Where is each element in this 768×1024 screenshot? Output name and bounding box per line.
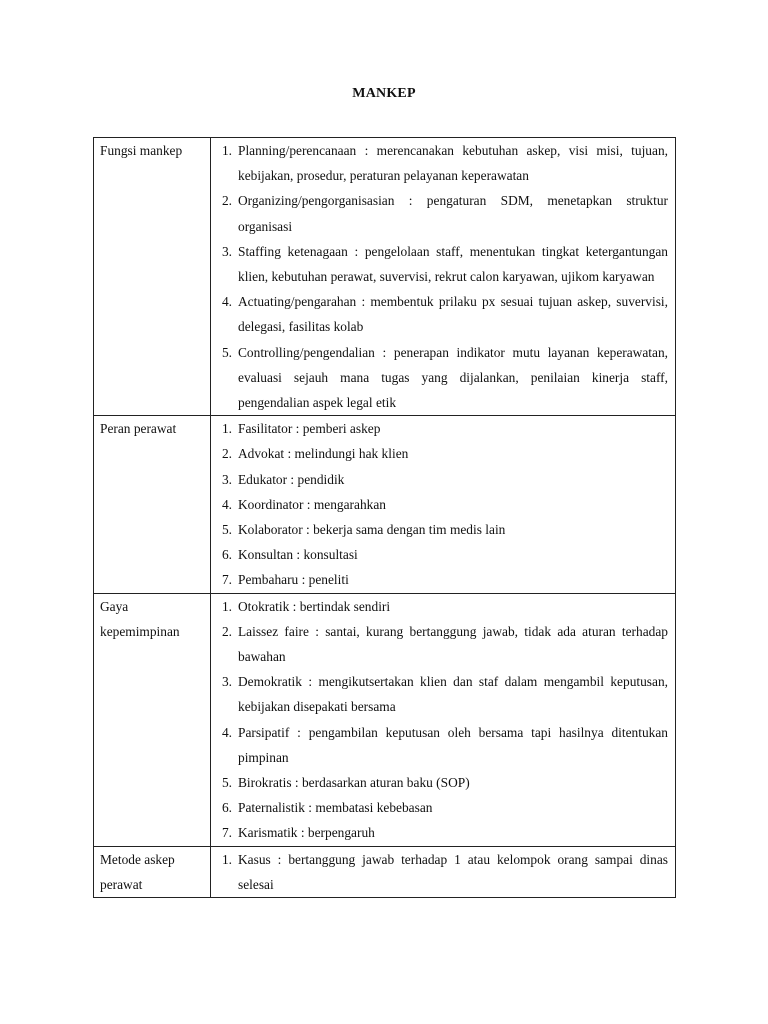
- item-text: Controlling/pengendalian : penerapan indikator mutu layanan keperawatan, evaluasi sejauh mana tugas yang dijalankan, penilaian kinerja staff, pengendalian aspek legal etik: [238, 344, 668, 411]
- item-text: Kolaborator : bekerja sama dengan tim medis lain: [238, 522, 506, 538]
- item-number: 7.: [221, 825, 232, 841]
- list-item: [211, 820, 668, 845]
- list-item: [211, 669, 668, 719]
- row-content: [211, 846, 676, 897]
- item-text: Advokat : melindungi hak klien: [238, 446, 409, 462]
- row-content: [211, 138, 676, 416]
- mankep-table: [93, 137, 676, 898]
- list-item: [211, 720, 668, 770]
- item-list: [211, 416, 668, 592]
- item-text: Pembaharu : peneliti: [238, 572, 349, 588]
- item-text: Konsultan : konsultasi: [238, 547, 358, 563]
- item-list: [211, 138, 668, 415]
- item-text: Birokratis : berdasarkan aturan baku (SOP): [238, 775, 470, 791]
- item-number: 4.: [221, 724, 232, 740]
- item-number: 7.: [221, 572, 232, 588]
- item-text: Laissez faire : santai, kurang bertanggung jawab, tidak ada aturan terhadap bawahan: [238, 623, 668, 665]
- list-item: [211, 542, 668, 567]
- row-content: [211, 416, 676, 593]
- list-item: [211, 567, 668, 592]
- item-number: 4.: [221, 496, 232, 512]
- item-text: Actuating/pengarahan : membentuk prilaku px sesuai tujuan askep, suvervisi, delegasi, fasilitas kolab: [238, 294, 668, 335]
- item-number: 1.: [221, 143, 232, 158]
- item-number: 2.: [221, 446, 232, 462]
- table-row: [94, 846, 676, 897]
- item-text: Planning/perencanaan : merencanakan kebutuhan askep, visi misi, tujuan, kebijakan, prosedur, peraturan pelayanan keperawatan: [238, 143, 668, 184]
- item-number: 1.: [221, 598, 232, 614]
- item-text: Edukator : pendidik: [238, 471, 345, 487]
- list-item: [211, 441, 668, 466]
- item-number: 6.: [221, 800, 232, 816]
- list-item: [211, 138, 668, 188]
- list-item: [211, 239, 668, 289]
- item-number: 3.: [221, 674, 232, 690]
- item-number: 2.: [221, 623, 232, 639]
- list-item: [211, 847, 668, 897]
- list-item: [211, 340, 668, 416]
- list-item: [211, 188, 668, 238]
- item-text: Organizing/pengorganisasian : pengaturan SDM, menetapkan struktur organisasi: [238, 193, 668, 234]
- table-row: [94, 138, 676, 416]
- list-item: [211, 517, 668, 542]
- item-text: Parsipatif : pengambilan keputusan oleh bersama tapi hasilnya ditentukan pimpinan: [238, 724, 668, 765]
- table-row: [94, 416, 676, 593]
- list-item: [211, 289, 668, 339]
- item-number: 3.: [221, 471, 232, 487]
- list-item: [211, 467, 668, 492]
- item-number: 1.: [221, 851, 232, 867]
- item-number: 5.: [221, 775, 232, 791]
- item-text: Fasilitator : pemberi askep: [238, 421, 381, 437]
- row-label: Metode askep perawat: [94, 846, 211, 897]
- item-number: 5.: [221, 522, 232, 538]
- item-number: 5.: [221, 344, 232, 360]
- list-item: [211, 416, 668, 441]
- item-text: Demokratik : mengikutsertakan klien dan staf dalam mengambil keputusan, kebijakan disepakati bersama: [238, 674, 668, 715]
- row-label: Fungsi mankep: [94, 138, 211, 416]
- item-number: 6.: [221, 547, 232, 563]
- list-item: [211, 795, 668, 820]
- list-item: [211, 594, 668, 619]
- item-number: 3.: [221, 243, 232, 259]
- item-text: Kasus : bertanggung jawab terhadap 1 atau kelompok orang sampai dinas selesai: [238, 851, 668, 892]
- page-title: MANKEP: [352, 86, 416, 101]
- list-item: [211, 492, 668, 517]
- item-text: Karismatik : berpengaruh: [238, 825, 375, 841]
- row-label: Gaya kepemimpinan: [94, 593, 211, 846]
- item-text: Staffing ketenagaan : pengelolaan staff, menentukan tingkat ketergantungan klien, kebutuhan perawat, suvervisi, rekrut calon karyawan, ujikom karyawan: [238, 243, 668, 285]
- item-text: Otokratik : bertindak sendiri: [238, 598, 391, 614]
- row-content: [211, 593, 676, 846]
- item-list: [211, 594, 668, 846]
- item-number: 2.: [221, 193, 232, 209]
- item-number: 1.: [221, 421, 232, 437]
- list-item: [211, 619, 668, 669]
- item-text: Paternalistik : membatasi kebebasan: [238, 800, 433, 816]
- item-number: 4.: [221, 294, 232, 310]
- item-text: Koordinator : mengarahkan: [238, 496, 386, 512]
- list-item: [211, 770, 668, 795]
- table-row: [94, 593, 676, 846]
- row-label: Peran perawat: [94, 416, 211, 593]
- item-list: [211, 847, 668, 897]
